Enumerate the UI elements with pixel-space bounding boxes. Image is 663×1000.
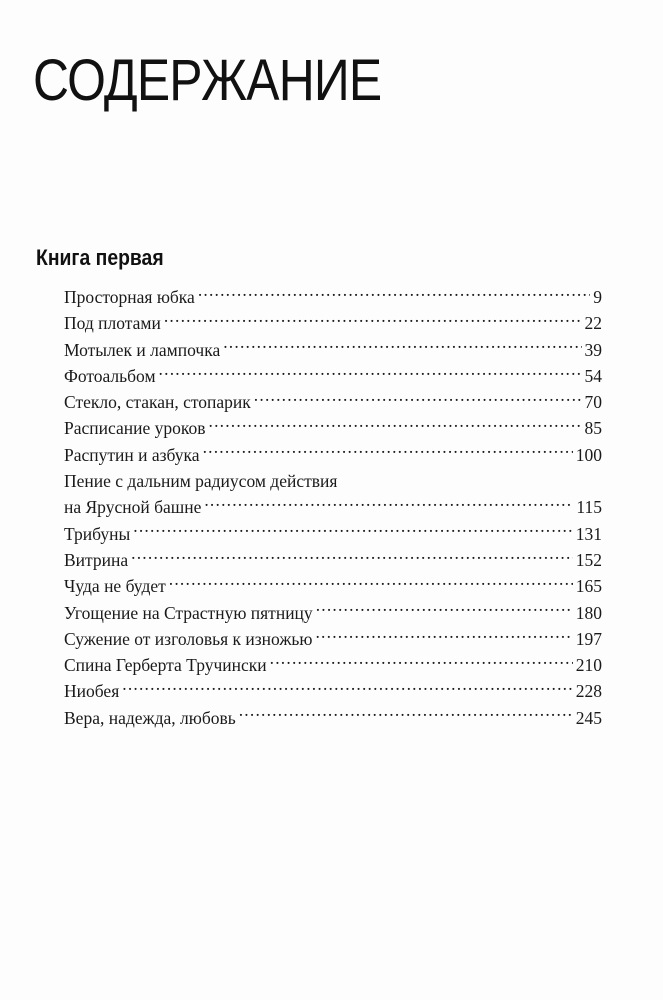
dot-leader — [316, 601, 573, 619]
toc-entry-page: 85 — [584, 418, 602, 439]
toc-entry-page: 100 — [575, 444, 602, 465]
book-heading: Книга первая — [36, 245, 164, 270]
toc-entry-title: Распутин и азбука — [64, 444, 200, 465]
toc-entry-title: Ниобея — [64, 681, 120, 702]
toc-entry — [64, 705, 602, 731]
dot-leader — [239, 706, 573, 724]
dot-leader — [254, 391, 582, 409]
toc-entry-page: 39 — [584, 339, 602, 360]
dot-leader — [169, 575, 573, 593]
toc-entry-title: Под плотами — [64, 313, 161, 334]
toc-entry-page: 245 — [575, 707, 602, 728]
toc-entry-page: 22 — [584, 313, 602, 334]
toc-entry — [64, 521, 602, 547]
toc-entry — [64, 442, 602, 468]
dot-leader — [204, 496, 573, 514]
dot-leader — [223, 338, 581, 356]
toc-entry-title: Витрина — [64, 549, 129, 570]
toc-entry-title: Расписание уроков — [64, 418, 206, 439]
toc-entry — [64, 468, 602, 521]
page-title: СОДЕРЖАНИЕ — [33, 48, 382, 113]
toc-entry-title: Мотылек и лампочка — [64, 339, 221, 360]
toc-entry-title: Стекло, стакан, стопарик — [64, 392, 251, 413]
toc-entry — [64, 389, 602, 415]
toc-entry — [64, 547, 602, 573]
toc-entry-page: 152 — [575, 549, 602, 570]
dot-leader — [198, 286, 590, 304]
toc-entry-title-line1: Пение с дальним радиусом действия — [64, 471, 338, 492]
toc-entry-page: 9 — [593, 287, 602, 307]
dot-leader — [131, 548, 573, 566]
toc-entry — [64, 573, 602, 599]
toc-entry-title: Спина Герберта Тручински — [64, 655, 267, 676]
dot-leader — [270, 654, 573, 672]
toc-entry — [64, 337, 602, 363]
toc-entry-page: 54 — [584, 365, 602, 386]
dot-leader — [133, 522, 573, 540]
dot-leader — [122, 680, 573, 698]
toc-entry-page: 70 — [584, 392, 602, 413]
toc-entry — [64, 415, 602, 441]
toc-entry-title: Просторная юбка — [64, 287, 195, 307]
toc-entry — [64, 363, 602, 389]
table-of-contents — [64, 284, 602, 731]
toc-entry-page: 131 — [575, 523, 602, 544]
toc-entry — [64, 652, 602, 678]
toc-entry-page: 210 — [575, 655, 602, 676]
dot-leader — [164, 312, 582, 330]
toc-entry-title: Чуда не будет — [64, 576, 166, 597]
toc-entry-title: на Ярусной башне — [64, 497, 202, 518]
toc-entry-title: Фотоальбом — [64, 365, 156, 386]
toc-entry — [64, 284, 602, 310]
toc-entry — [64, 678, 602, 704]
toc-entry-page: 115 — [576, 497, 602, 518]
dot-leader — [203, 443, 573, 461]
dot-leader — [209, 417, 582, 435]
toc-entry — [64, 310, 602, 336]
dot-leader — [159, 364, 582, 382]
toc-entry-title: Угощение на Страстную пятницу — [64, 602, 313, 623]
toc-entry-page: 197 — [575, 628, 602, 649]
toc-entry-page: 228 — [575, 681, 602, 702]
toc-entry — [64, 600, 602, 626]
toc-entry-page: 165 — [575, 576, 602, 597]
toc-entry-title: Вера, надежда, любовь — [64, 707, 236, 728]
toc-entry-title: Трибуны — [64, 523, 131, 544]
toc-entry-title: Сужение от изголовья к изножью — [64, 628, 313, 649]
toc-entry-page: 180 — [575, 602, 602, 623]
toc-entry — [64, 626, 602, 652]
dot-leader — [315, 627, 572, 645]
